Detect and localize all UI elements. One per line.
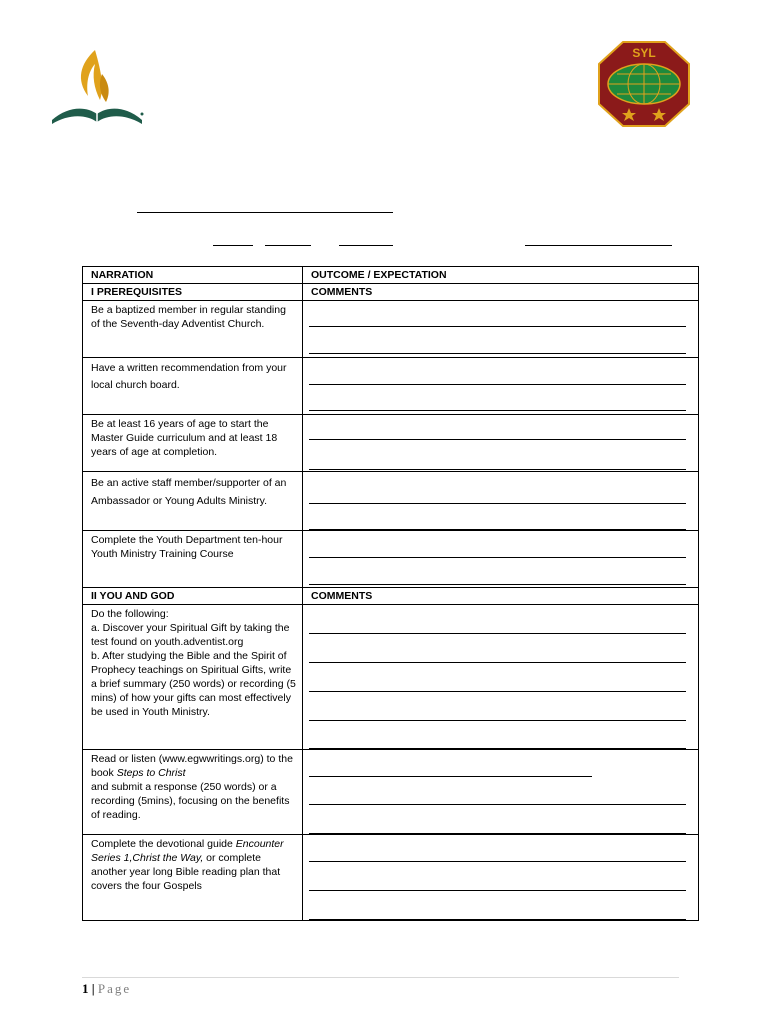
header-narration: NARRATION — [83, 267, 303, 284]
syl-badge-logo — [597, 40, 691, 128]
table-row — [83, 472, 699, 531]
requirement-item-a: a. Discover your Spiritual Gift by taking the test found on youth.adventist.org — [91, 622, 290, 648]
comment-line[interactable] — [309, 301, 686, 327]
requirements-table — [82, 266, 699, 921]
requirement-text-pre: Complete the devotional guide — [91, 838, 236, 850]
comment-cell[interactable] — [303, 605, 699, 750]
table-row — [83, 415, 699, 472]
comment-line[interactable] — [309, 358, 686, 385]
comment-cell[interactable] — [303, 301, 699, 358]
comment-line[interactable] — [309, 531, 686, 558]
page-separator: | — [91, 981, 95, 996]
comment-line[interactable] — [309, 327, 686, 354]
comment-line[interactable] — [309, 721, 686, 749]
requirement-text-pre: Read or listen (www.egwwritings.org) to the book — [91, 753, 293, 779]
comment-line[interactable] — [309, 385, 686, 411]
comment-cell[interactable] — [303, 835, 699, 921]
requirement-text: Complete the Youth Department ten-hour Youth Ministry Training Course — [83, 531, 303, 588]
guide-title: Encounter Series 1,Christ the Way, — [91, 838, 284, 864]
page-label: Page — [97, 981, 132, 996]
header-outcome: OUTCOME / EXPECTATION — [303, 267, 699, 284]
comment-cell[interactable] — [303, 472, 699, 531]
book-title: Steps to Christ — [116, 767, 186, 779]
page-footer — [82, 981, 131, 997]
comment-line[interactable] — [309, 891, 686, 920]
requirement-text: Have a written recommendation from your local church board. — [83, 358, 303, 415]
requirement-text — [83, 605, 303, 750]
date-blank-1[interactable] — [213, 245, 253, 246]
comment-line[interactable] — [309, 634, 686, 663]
comment-line[interactable] — [309, 504, 686, 530]
comment-line[interactable] — [309, 472, 686, 504]
table-row — [83, 301, 699, 358]
name-blank-line[interactable] — [137, 212, 393, 213]
sda-logo — [50, 44, 145, 126]
table-row — [83, 531, 699, 588]
page-number: 1 — [82, 981, 89, 996]
date-blank-3[interactable] — [339, 245, 393, 246]
comments-label: COMMENTS — [303, 284, 699, 301]
comment-line[interactable] — [309, 558, 686, 585]
comment-line[interactable] — [309, 663, 686, 692]
comment-line[interactable] — [309, 777, 686, 805]
footer-rule — [82, 977, 679, 978]
comment-line[interactable] — [309, 692, 686, 721]
requirement-item-b: b. After studying the Bible and the Spirit of Prophecy teachings on Spiritual Gifts, write a brief summary (250 words) or recording (5 mins) of how your gifts can most effectively be used in Youth Ministry. — [91, 650, 296, 718]
comment-line[interactable] — [309, 440, 686, 470]
requirement-text-post: and submit a response (250 words) or a recording (5mins), focusing on the benefits of reading. — [91, 781, 290, 821]
section-title: I PREREQUISITES — [83, 284, 303, 301]
table-row — [83, 835, 699, 921]
comment-cell[interactable] — [303, 531, 699, 588]
section-header-row — [83, 588, 699, 605]
table-header-row — [83, 267, 699, 284]
comment-line[interactable] — [309, 750, 592, 777]
section-header-row — [83, 284, 699, 301]
badge-text: SYL — [632, 46, 656, 60]
requirement-text-post: or complete another year long Bible reading plan that covers the four Gospels — [91, 852, 281, 892]
comment-line[interactable] — [309, 805, 686, 834]
table-row — [83, 750, 699, 835]
comment-line[interactable] — [309, 415, 686, 440]
signature-blank-line[interactable] — [525, 245, 672, 246]
comment-line[interactable] — [309, 835, 686, 862]
table-row — [83, 605, 699, 750]
comments-label: COMMENTS — [303, 588, 699, 605]
table-row — [83, 358, 699, 415]
requirement-intro: Do the following: — [91, 608, 169, 620]
comment-line[interactable] — [309, 862, 686, 891]
comment-cell[interactable] — [303, 415, 699, 472]
requirement-text — [83, 835, 303, 921]
section-title: II YOU AND GOD — [83, 588, 303, 605]
requirement-text — [83, 750, 303, 835]
requirement-text: Be at least 16 years of age to start the Master Guide curriculum and at least 18 years of age at completion. — [83, 415, 303, 472]
comment-line[interactable] — [309, 605, 686, 634]
comment-cell[interactable] — [303, 750, 699, 835]
requirement-text: Be an active staff member/supporter of an Ambassador or Young Adults Ministry. — [83, 472, 303, 531]
requirement-text: Be a baptized member in regular standing of the Seventh-day Adventist Church. — [83, 301, 303, 358]
comment-cell[interactable] — [303, 358, 699, 415]
date-blank-2[interactable] — [265, 245, 311, 246]
